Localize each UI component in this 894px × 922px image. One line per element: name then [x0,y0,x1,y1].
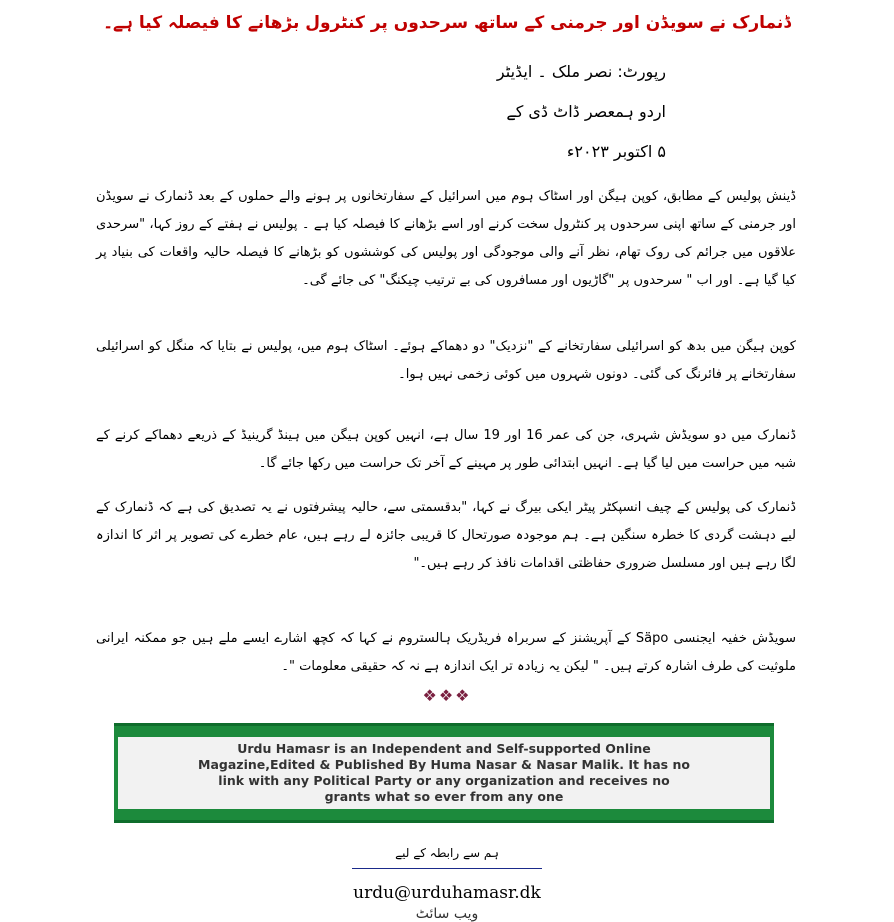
ornament-divider: ❖❖❖ [422,686,472,705]
paragraph-5: سویڈش خفیہ ایجنسی Säpo کے آپریشنز کے سربراہ فریڈریک ہالستروم نے کہا کہ کچھ اشارے ایسے ملے ہیں جو ممکنہ ایرانی ملوثیت کی طرف اشارہ کرتے ہیں۔ " لیکن یہ زیادہ تر ایک اندازہ ہے نہ کہ حقیقی معلومات "۔ [96,631,796,674]
contact-underline [352,868,542,869]
paragraph-4: ڈنمارک کی پولیس کے چیف انسپکٹر پیٹر ایکی بیرگ نے کہا، "بدقسمتی سے، حالیہ پیشرفتوں نے یہ تصدیق کی ہے کہ ڈنمارک کے لیے دہشت گردی کا خطرہ سنگین ہے۔ ہم موجودہ صورتحال کا قریبی جائزہ لے رہے ہیں، عام خطرے کی تصویر پر اثر کا اندازہ لگا رہے ہیں اور مسلسل ضروری حفاظتی اقدامات نافذ کر رہے ہیں۔" [96,500,796,571]
disclaimer-line: Urdu Hamasr is an Independent and Self-supported Online [237,741,651,756]
paragraph-3: ڈنمارک میں دو سویڈش شہری، جن کی عمر 16 اور 19 سال ہے، انہیں کوپن ہیگن میں ہینڈ گرینیڈ کے ذریعے دھماکے کرنے کے شبہ میں حراست میں لیا گیا ہے۔ انہیں ابتدائی طور پر مہینے کے آخر تک حراست میں رکھا جائے گا۔ [96,428,797,471]
disclaimer-text [118,737,770,809]
disclaimer-line: grants what so ever from any one [324,789,564,804]
disclaimer-banner [114,723,774,823]
reporter-byline: رپورٹ: نصر ملک ۔ ایڈیٹر [496,62,666,81]
contact-label: ہم سے رابطہ کے لیے [395,846,499,860]
article-date: ۵ اکتوبر ۲۰۲۳ء [566,142,666,161]
contact-email-link[interactable]: urdu@urduhamasr.dk [353,883,541,903]
publication-name: اردو ہمعصر ڈاٹ ڈی کے [506,102,666,121]
disclaimer-line: Magazine,Edited & Published By Huma Nasar & Nasar Malik. It has no [198,757,690,772]
paragraph-1: ڈینش پولیس کے مطابق، کوپن ہیگن اور اسٹاک ہوم میں اسرائیل کے سفارتخانوں پر ہونے والے حملوں کے بعد ڈنمارک نے سویڈن اور جرمنی کے ساتھ اپنی سرحدوں پر کنٹرول سخت کرنے اور اسے بڑھانے کا فیصلہ کیا ہے ۔ پولیس نے ہفتے کے روز کہا، "سرحدی علاقوں میں جرائم کی روک تھام، نظر آنے والی موجودگی اور پولیس کی کوششوں کو بڑھانے کا فیصلہ حالیہ واقعات کی بنیاد پر کیا گیا ہے۔ اور اب " سرحدوں پر "گاڑیوں اور مسافروں کی بے ترتیب چیکنگ" کی جائے گی۔ [96,189,796,288]
paragraph-2: کوپن ہیگن میں بدھ کو اسرائیلی سفارتخانے کے "نزدیک" دو دھماکے ہوئے۔ اسٹاک ہوم میں، پولیس نے بتایا کہ منگل کو اسرائیلی سفارتخانے پر فائرنگ کی گئی۔ دونوں شہروں میں کوئی زخمی نہیں ہوا۔ [96,339,796,382]
disclaimer-line: link with any Political Party or any organization and receives no [218,773,670,788]
cutoff-footer-text: ویب سائٹ [415,906,479,922]
article-title: ڈنمارک نے سویڈن اور جرمنی کے ساتھ سرحدوں پر کنٹرول بڑھانے کا فیصلہ کیا ہے۔ [103,13,791,33]
